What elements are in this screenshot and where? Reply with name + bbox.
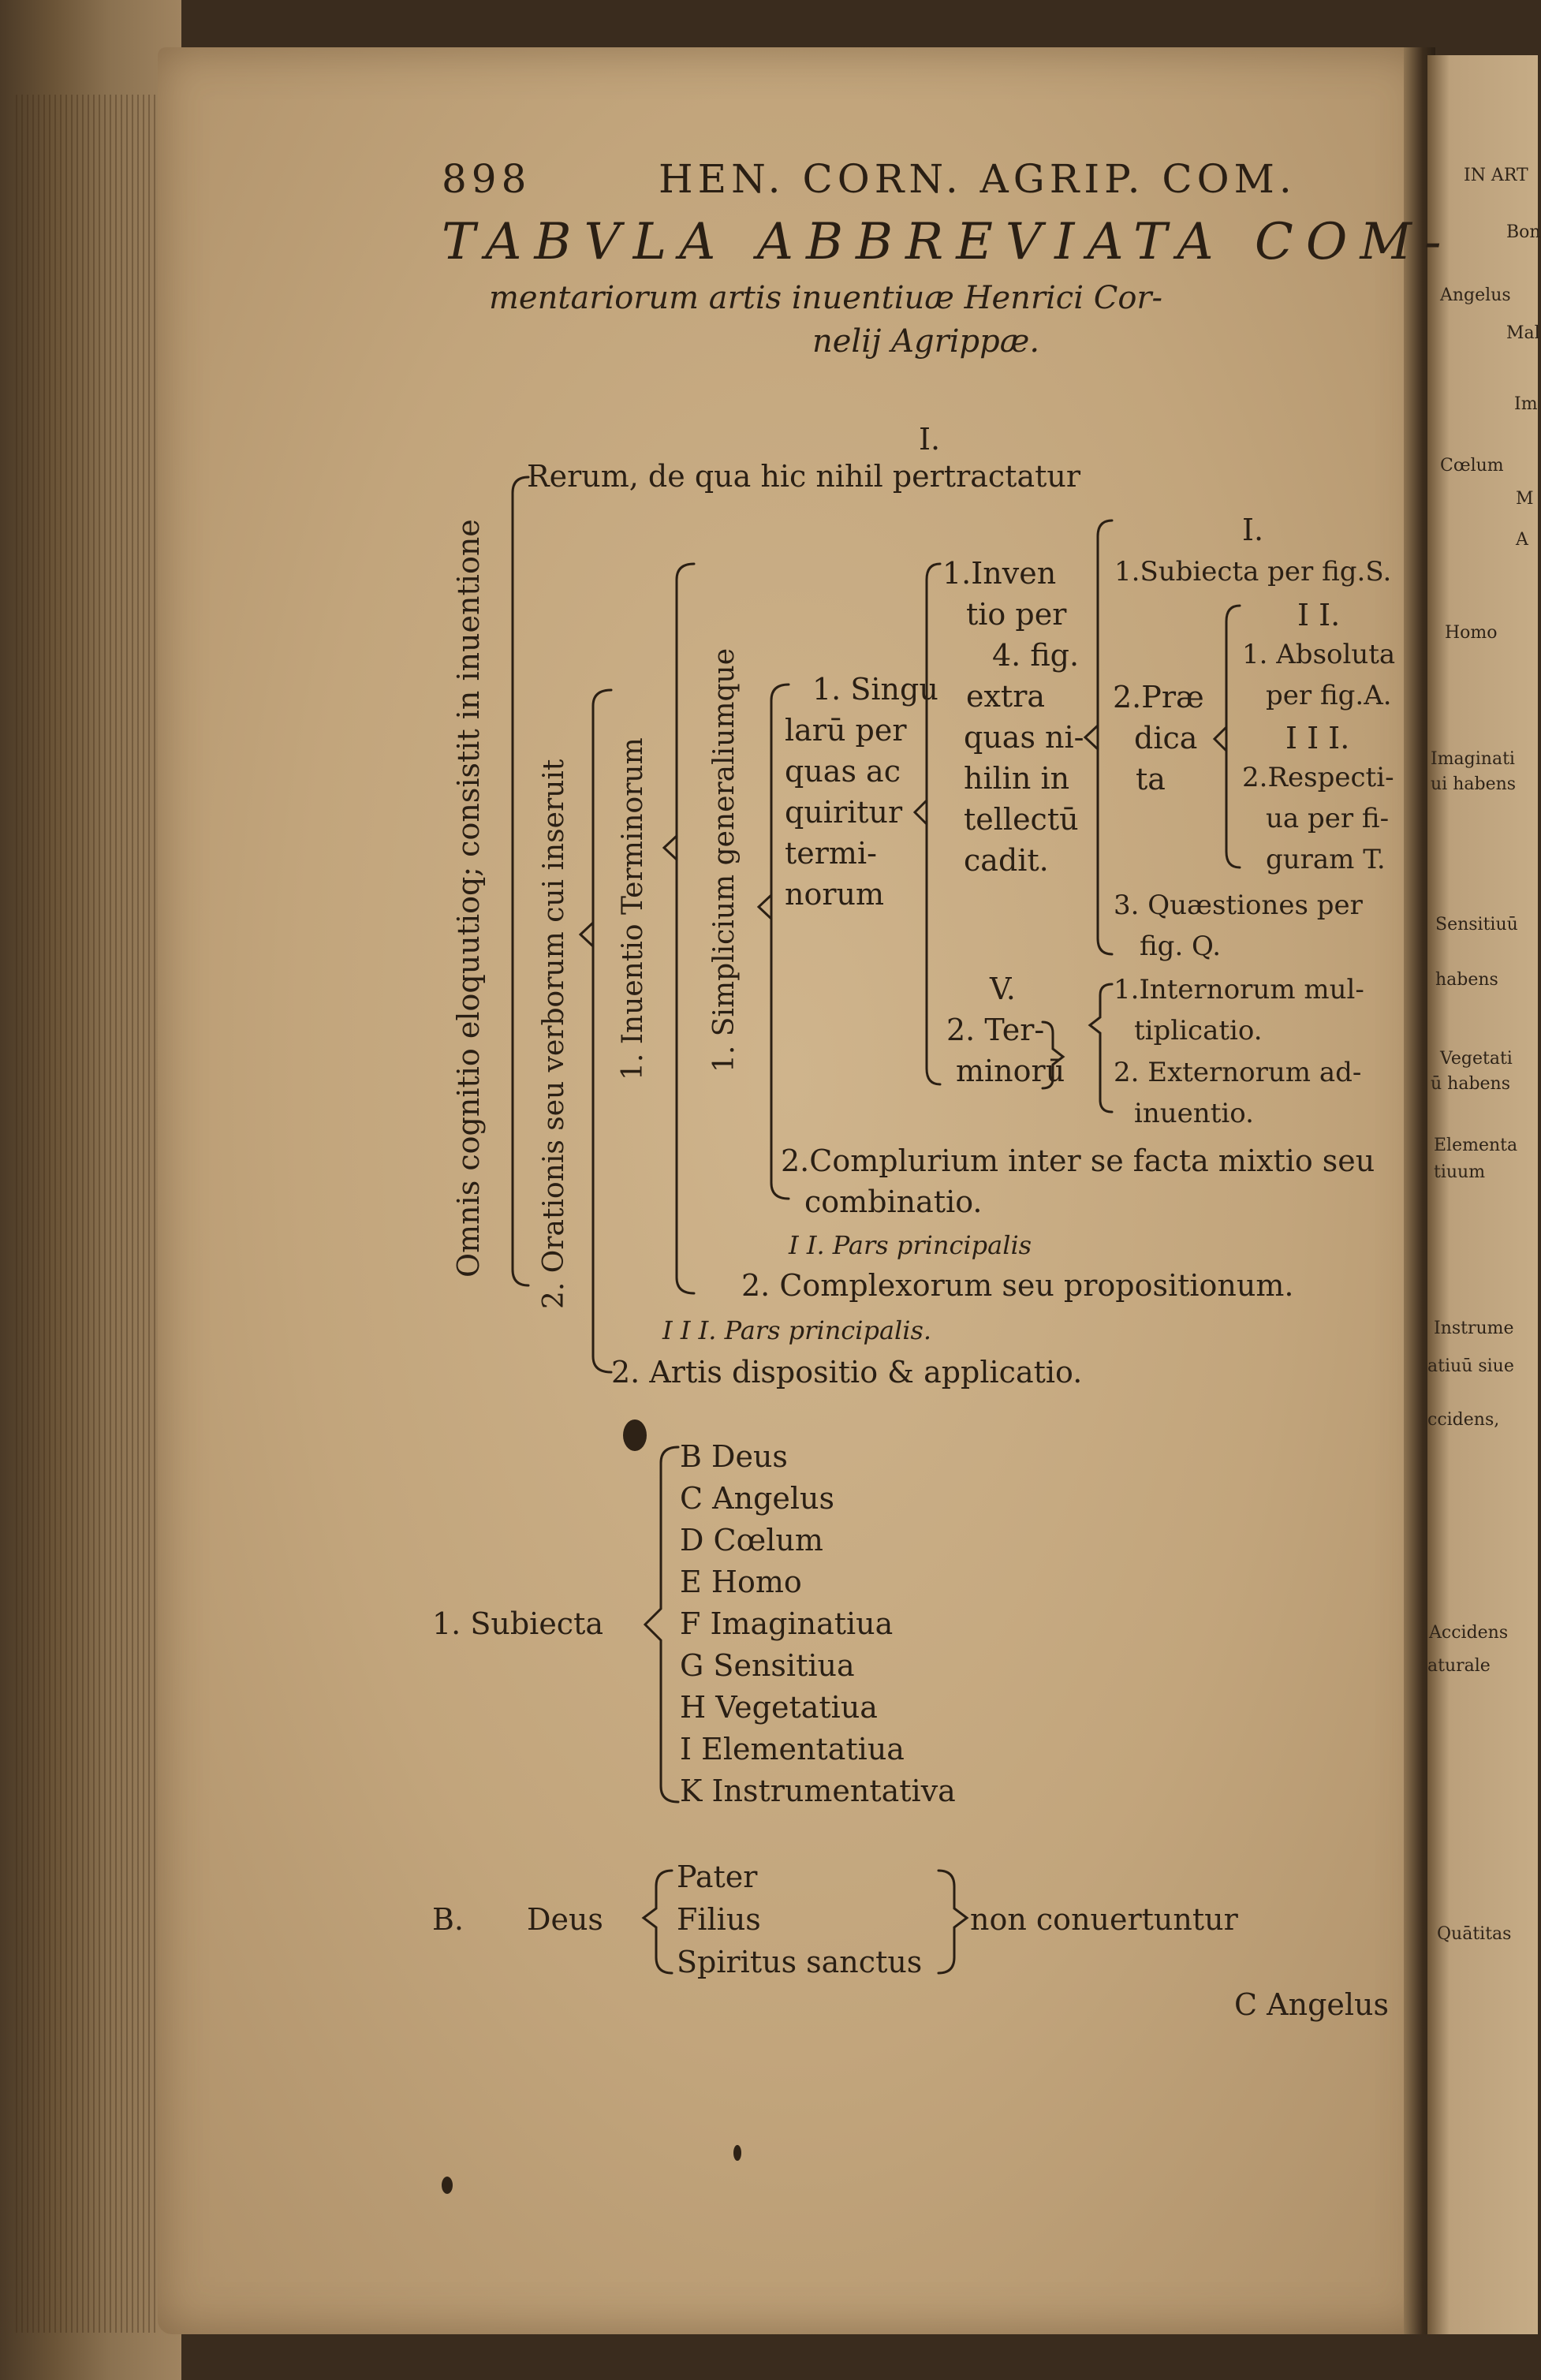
vertical-simplicium: 1. Simplicium generaliumque [708,647,741,1072]
subiecta-item: D Cœlum [680,1523,823,1557]
right-text: Cœlum [1440,456,1504,476]
right-text: M [1516,489,1534,509]
roman-i: I. [1242,513,1264,547]
subiecta-item: H Vegetatiua [680,1690,878,1725]
inven-8: cadit. [964,843,1049,878]
subiecta-item: E Homo [680,1565,802,1599]
subiecta-item: G Sensitiua [680,1648,855,1683]
complexorum: 2. Complexorum seu propositionum. [741,1268,1294,1303]
artis: 2. Artis dispositio & applicatio. [611,1355,1083,1390]
deus-item: Pater [677,1860,758,1894]
subiecta-item: B Deus [680,1439,788,1474]
deus-note: non conuertuntur [970,1902,1238,1937]
inven-2: tio per [966,597,1067,632]
internorum-1: 1.Internorum mul- [1114,974,1364,1005]
title-line-3: nelij Agrippæ. [812,323,1040,360]
right-text: Accidens [1429,1623,1509,1643]
subiecta-item: F Imaginatiua [680,1606,894,1641]
inven-1: 1.Inven [942,556,1057,591]
subiecta-text: 1.Subiecta per fig.S. [1114,556,1392,588]
right-text: Mal [1506,323,1540,343]
deus-label: Deus [527,1902,603,1937]
complurium-2: combinatio. [804,1184,983,1219]
catchword: C Angelus [1234,1987,1390,2022]
right-text: Vegetati [1440,1049,1513,1069]
prae-3: ta [1136,762,1166,796]
right-text: ccidens, [1427,1410,1500,1430]
respecti-1: 2.Respecti- [1242,762,1394,793]
right-text: Im [1514,394,1538,414]
right-text: ū habens [1431,1074,1511,1094]
deus-item: Filius [677,1902,761,1937]
absoluta-1: 1. Absoluta [1242,639,1396,670]
right-text: tiuum [1434,1162,1486,1182]
right-text: Sensitiuū [1435,915,1518,934]
quaestiones-1: 3. Quæstiones per [1114,890,1363,921]
deus-item: Spiritus sanctus [677,1945,923,1979]
right-text: aturale [1427,1656,1491,1676]
subiecta-label: 1. Subiecta [432,1606,604,1641]
title-line-2: mentariorum artis inuentiuæ Henrici Cor- [489,280,1163,316]
title-line-1: TABVLA ABBREVIATA COM- [442,213,1454,271]
rerum-text: Rerum, de qua hic nihil pertractatur [527,459,1081,494]
right-text: habens [1435,970,1498,990]
page-number: 898 [442,156,532,202]
roman-iii: I I I. [1285,721,1350,755]
singu-4: quiritur [785,795,903,830]
respecti-2: ua per fi- [1266,803,1390,834]
absoluta-2: per fig.A. [1266,680,1392,711]
ter-2: minorū [956,1054,1065,1088]
right-text: IN ART [1464,166,1528,185]
quaestiones-2: fig. Q. [1140,931,1222,962]
right-text: Homo [1445,623,1498,643]
externorum-1: 2. Externorum ad- [1114,1057,1362,1088]
subiecta-item: I Elementatiua [680,1732,905,1766]
roman-ii: I I. [1297,598,1341,632]
right-text: A [1516,530,1528,550]
right-text: Elementa [1434,1136,1518,1155]
singu-1: 1. Singu [812,672,938,707]
internorum-2: tiplicatio. [1134,1015,1263,1046]
inven-6: hilin in [964,761,1070,796]
inven-3: 4. fig. [992,638,1080,673]
respecti-3: guram T. [1266,844,1386,875]
right-text: Angelus [1440,285,1511,305]
prae-2: dica [1134,721,1198,755]
right-text: Instrume [1434,1319,1514,1338]
right-text: Imaginati [1431,749,1515,769]
inven-7: tellectū [964,802,1079,837]
right-text: Bon [1506,222,1541,242]
complurium-1: 2.Complurium inter se facta mixtio seu [781,1143,1375,1178]
right-text: atiuū siue [1427,1356,1514,1376]
inven-5: quas ni- [964,720,1084,755]
prae-1: 2.Præ [1113,680,1204,714]
vertical-orationis: 2. Orationis seu verborum cui inseruit [538,759,570,1309]
singu-5: termi- [785,836,877,871]
roman-1: I. [919,422,941,457]
subiecta-item: K Instrumentativa [680,1774,956,1808]
vertical-omnis: Omnis cognitio eloquutioq; consistit in inuentione [451,519,486,1278]
vertical-inuentio: 1. Inuentio Terminorum [617,737,649,1080]
right-text: Quātitas [1437,1924,1512,1944]
subiecta-item: C Angelus [680,1481,835,1516]
pars-3: I I I. Pars principalis. [662,1315,932,1345]
deus-letter: B. [432,1902,465,1937]
singu-3: quas ac [785,754,901,789]
singu-6: norum [785,877,885,912]
right-text: ui habens [1431,774,1517,794]
roman-v: V. [990,972,1016,1006]
externorum-2: inuentio. [1134,1098,1254,1129]
ter-1: 2. Ter- [946,1013,1045,1047]
running-head: HEN. CORN. AGRIP. COM. [659,156,1297,202]
pars-2: I I. Pars principalis [789,1230,1032,1260]
inven-4: extra [966,679,1046,714]
singu-2: larū per [785,713,907,748]
